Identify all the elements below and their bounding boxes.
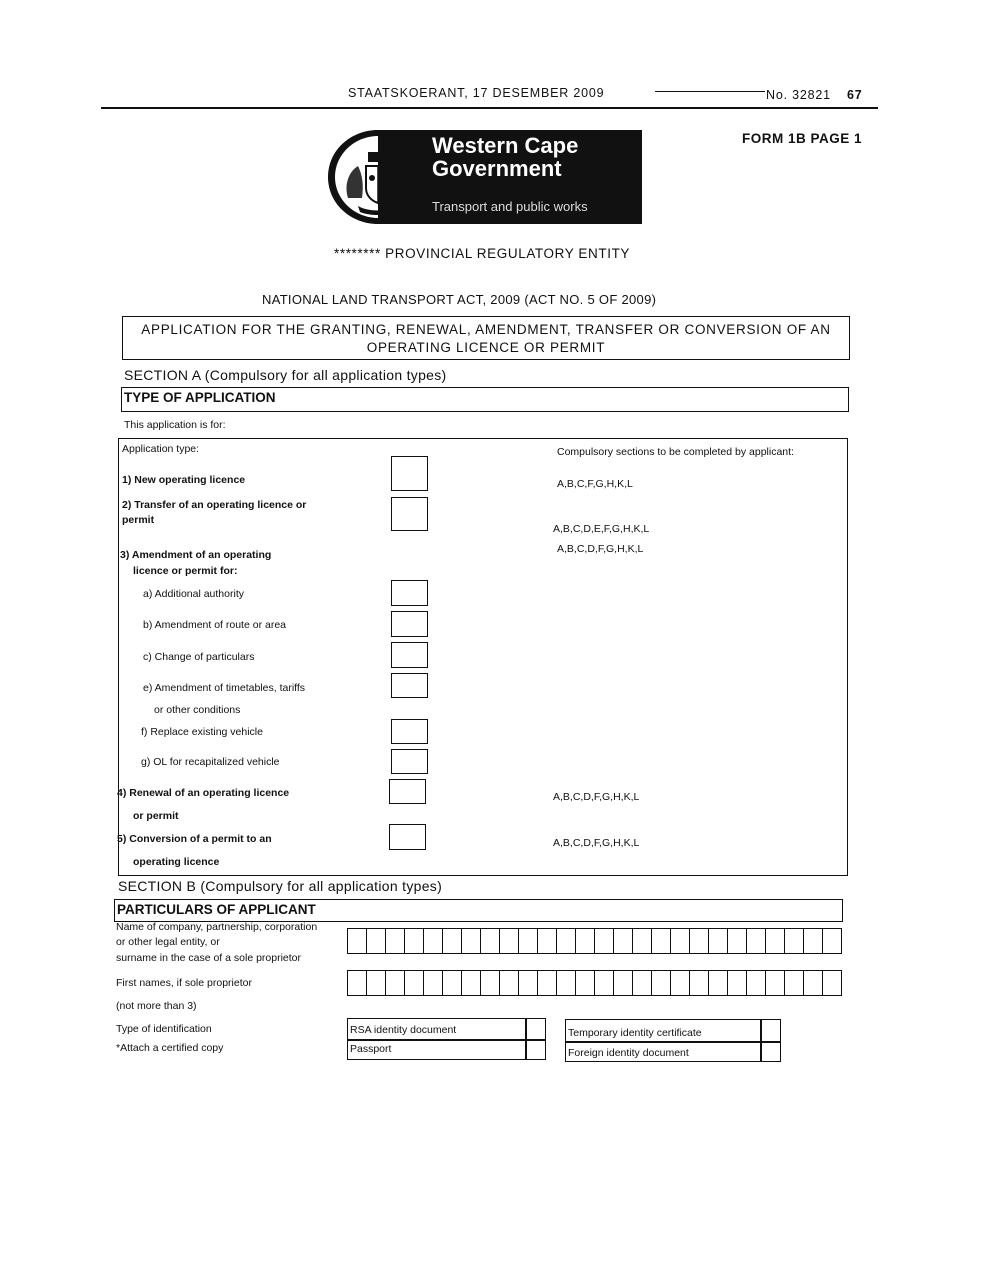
character-cell[interactable] <box>405 971 424 995</box>
character-cell[interactable] <box>424 929 443 953</box>
item-transfer-line1: 2) Transfer of an operating licence or <box>122 499 307 511</box>
name-character-grid[interactable] <box>347 928 842 954</box>
character-cell[interactable] <box>747 971 766 995</box>
checkbox-amend-timetables[interactable] <box>391 673 428 698</box>
character-cell[interactable] <box>766 971 785 995</box>
character-cell[interactable] <box>386 971 405 995</box>
item-transfer-line2: permit <box>122 514 155 526</box>
act-title: NATIONAL LAND TRANSPORT ACT, 2009 (ACT NO. 5 OF 2009) <box>262 292 657 307</box>
character-cell[interactable] <box>519 929 538 953</box>
character-cell[interactable] <box>690 929 709 953</box>
character-cell[interactable] <box>538 929 557 953</box>
logo-title <box>432 134 578 180</box>
character-cell[interactable] <box>367 971 386 995</box>
character-cell[interactable] <box>785 971 804 995</box>
character-cell[interactable] <box>462 971 481 995</box>
character-cell[interactable] <box>386 929 405 953</box>
passport-option: Passport <box>347 1040 526 1060</box>
checkbox-change-particulars[interactable] <box>391 642 428 668</box>
character-cell[interactable] <box>538 971 557 995</box>
item-a: a) Additional authority <box>143 588 244 600</box>
character-cell[interactable] <box>519 971 538 995</box>
character-cell[interactable] <box>823 971 841 995</box>
passport-checkbox[interactable] <box>526 1040 546 1060</box>
form-page-label: FORM 1B PAGE 1 <box>742 131 863 146</box>
rsa-identity-checkbox[interactable] <box>526 1018 546 1040</box>
character-cell[interactable] <box>462 929 481 953</box>
character-cell[interactable] <box>481 929 500 953</box>
logo-line2: Government <box>432 156 562 181</box>
item-e-line1: e) Amendment of timetables, tariffs <box>143 682 306 694</box>
character-cell[interactable] <box>481 971 500 995</box>
character-cell[interactable] <box>747 929 766 953</box>
item-renew-line1: 4) Renewal of an operating licence <box>117 787 290 799</box>
type-of-application-bar: TYPE OF APPLICATION <box>121 387 849 412</box>
character-cell[interactable] <box>709 971 728 995</box>
item-f: f) Replace existing vehicle <box>141 726 263 738</box>
character-cell[interactable] <box>595 971 614 995</box>
character-cell[interactable] <box>804 971 823 995</box>
foreign-id-option: Foreign identity document <box>565 1042 761 1062</box>
page-number: 67 <box>847 88 863 102</box>
item-conv-line1: 5) Conversion of a permit to an <box>117 833 272 845</box>
name-label-line3: surname in the case of a sole proprietor <box>116 952 302 964</box>
character-cell[interactable] <box>443 929 462 953</box>
rsa-identity-option: RSA identity document <box>347 1018 526 1040</box>
character-cell[interactable] <box>804 929 823 953</box>
item-conv-line2: operating licence <box>133 856 220 868</box>
character-cell[interactable] <box>405 929 424 953</box>
character-cell[interactable] <box>595 929 614 953</box>
title-line1: APPLICATION FOR THE GRANTING, RENEWAL, AMENDMENT, TRANSFER OR CONVERSION OF AN <box>141 322 831 337</box>
gazette-number: No. 32821 <box>766 88 831 102</box>
checkbox-recapitalized-vehicle[interactable] <box>391 749 428 774</box>
checkbox-new-licence[interactable] <box>391 456 428 491</box>
character-cell[interactable] <box>671 929 690 953</box>
codes-conversion: A,B,C,D,F,G,H,K,L <box>553 837 640 849</box>
temporary-id-option: Temporary identity certificate <box>565 1019 761 1042</box>
section-b-heading: SECTION B (Compulsory for all application types) <box>118 878 443 894</box>
character-cell[interactable] <box>633 929 652 953</box>
header-rule <box>101 107 878 109</box>
checkbox-conversion[interactable] <box>389 824 426 850</box>
title-line2: OPERATING LICENCE OR PERMIT <box>366 340 606 355</box>
item-c: c) Change of particulars <box>143 651 255 663</box>
application-type-label: Application type: <box>122 443 200 455</box>
foreign-id-checkbox[interactable] <box>761 1042 781 1062</box>
character-cell[interactable] <box>576 929 595 953</box>
codes-transfer: A,B,C,D,E,F,G,H,K,L <box>553 523 650 535</box>
gazette-title: STAATSKOERANT, 17 DESEMBER 2009 <box>348 86 605 100</box>
character-cell[interactable] <box>652 971 671 995</box>
checkbox-additional-authority[interactable] <box>391 580 428 606</box>
intro-text: This application is for: <box>124 419 226 431</box>
checkbox-replace-vehicle[interactable] <box>391 719 428 744</box>
character-cell[interactable] <box>614 929 633 953</box>
character-cell[interactable] <box>614 971 633 995</box>
codes-amend: A,B,C,D,F,G,H,K,L <box>557 543 644 555</box>
character-cell[interactable] <box>766 929 785 953</box>
item-amend-line1: 3) Amendment of an operating <box>120 549 272 561</box>
name-label-line1: Name of company, partnership, corporation <box>116 921 318 933</box>
entity-title: ******** PROVINCIAL REGULATORY ENTITY <box>334 246 631 261</box>
character-cell[interactable] <box>709 929 728 953</box>
character-cell[interactable] <box>557 971 576 995</box>
identification-label: Type of identification <box>116 1023 212 1035</box>
character-cell[interactable] <box>633 971 652 995</box>
logo-subtitle: Transport and public works <box>432 199 588 214</box>
character-cell[interactable] <box>785 929 804 953</box>
character-cell[interactable] <box>557 929 576 953</box>
checkbox-transfer[interactable] <box>391 497 428 531</box>
character-cell[interactable] <box>500 929 519 953</box>
item-e-line2: or other conditions <box>154 704 241 716</box>
character-cell[interactable] <box>671 971 690 995</box>
character-cell[interactable] <box>424 971 443 995</box>
character-cell[interactable] <box>443 971 462 995</box>
item-new-licence: 1) New operating licence <box>122 474 246 486</box>
temporary-id-checkbox[interactable] <box>761 1019 781 1042</box>
item-g: g) OL for recapitalized vehicle <box>141 756 280 768</box>
header-line <box>655 91 765 92</box>
checkbox-amend-route[interactable] <box>391 611 428 637</box>
application-title-box <box>122 316 850 360</box>
compulsory-sections-label: Compulsory sections to be completed by applicant: <box>557 446 794 458</box>
government-logo <box>326 128 642 226</box>
particulars-bar: PARTICULARS OF APPLICANT <box>114 899 843 922</box>
character-cell[interactable] <box>652 929 671 953</box>
character-cell[interactable] <box>728 971 747 995</box>
character-cell[interactable] <box>728 929 747 953</box>
codes-renew: A,B,C,D,F,G,H,K,L <box>553 791 640 803</box>
character-cell[interactable] <box>823 929 841 953</box>
character-cell[interactable] <box>576 971 595 995</box>
first-names-label: First names, if sole proprietor <box>116 977 252 989</box>
item-renew-line2: or permit <box>133 810 179 822</box>
first-names-character-grid[interactable] <box>347 970 842 996</box>
checkbox-renewal[interactable] <box>389 779 426 804</box>
character-cell[interactable] <box>348 929 367 953</box>
item-b: b) Amendment of route or area <box>143 619 286 631</box>
name-label-line2: or other legal entity, or <box>116 936 220 948</box>
character-cell[interactable] <box>348 971 367 995</box>
certified-copy-note: *Attach a certified copy <box>116 1042 224 1054</box>
character-cell[interactable] <box>500 971 519 995</box>
codes-new: A,B,C,F,G,H,K,L <box>557 478 633 490</box>
logo-line1: Western Cape <box>432 133 579 158</box>
item-amend-line2: licence or permit for: <box>133 565 238 577</box>
character-cell[interactable] <box>690 971 709 995</box>
character-cell[interactable] <box>367 929 386 953</box>
section-a-heading: SECTION A (Compulsory for all application types) <box>124 367 447 383</box>
first-names-note: (not more than 3) <box>116 1000 197 1012</box>
